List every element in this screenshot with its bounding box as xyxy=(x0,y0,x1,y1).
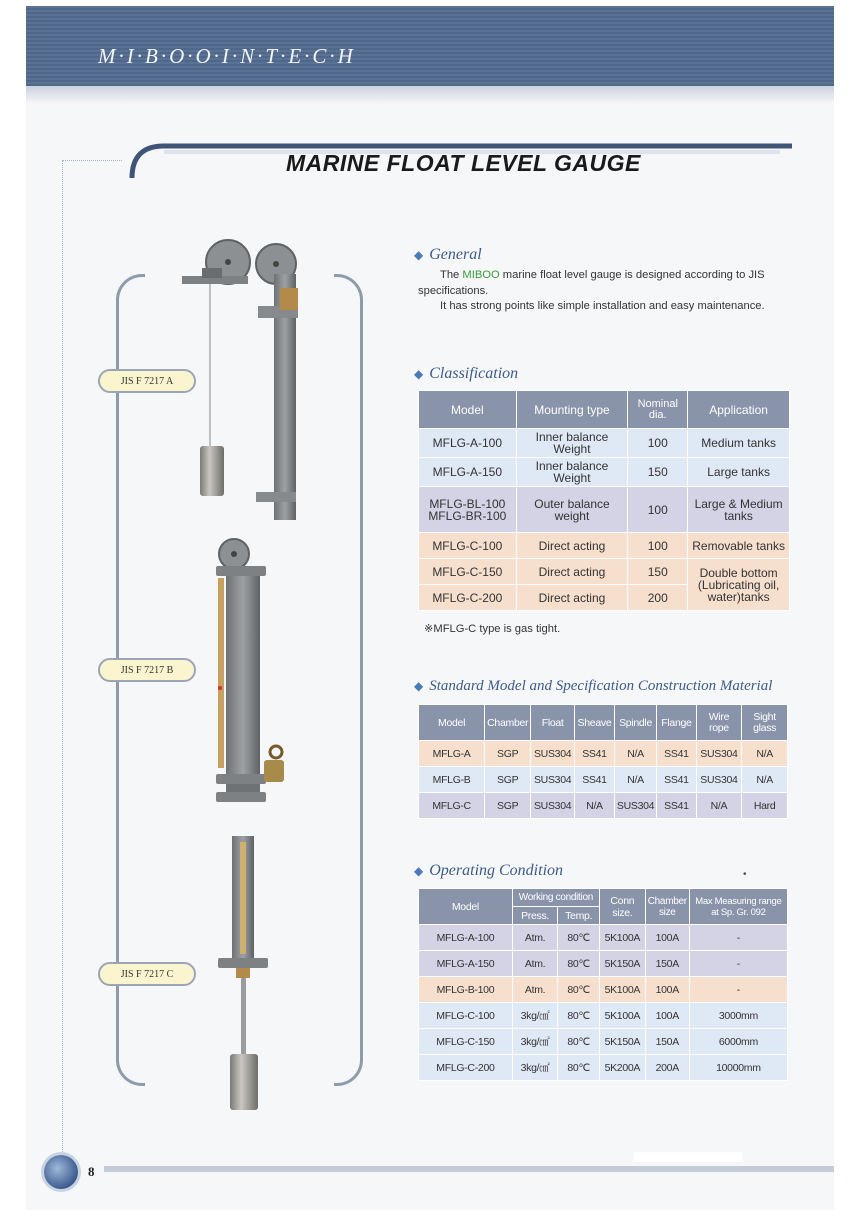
heading-text: Operating Condition xyxy=(429,862,564,879)
col-header: Temp. xyxy=(558,907,600,925)
cell: - xyxy=(689,951,787,977)
general-line-1 xyxy=(418,268,798,299)
col-header: Wire rope xyxy=(696,705,742,741)
cell: N/A xyxy=(742,767,788,793)
table-row xyxy=(419,741,788,767)
col-header: Float xyxy=(531,705,575,741)
cell: MFLG-A xyxy=(419,741,485,767)
col-header: Max Measuring range at Sp. Gr. 092 xyxy=(689,889,787,925)
cell-mounting: Inner balance Weight xyxy=(516,458,628,487)
gauge-label: JIS F 7217 C xyxy=(98,962,196,986)
table-row xyxy=(419,1055,788,1081)
cell: 80℃ xyxy=(558,951,600,977)
cell-model: MFLG-A-150 xyxy=(419,458,517,487)
table-row xyxy=(419,1029,788,1055)
globe-logo-icon xyxy=(44,1155,78,1189)
cell: 150A xyxy=(645,1029,689,1055)
heading-text: Classification xyxy=(429,365,519,382)
table-row xyxy=(419,925,788,951)
cell: N/A xyxy=(696,793,742,819)
cell-model: MFLG-C-200 xyxy=(419,585,517,611)
dotted-guide-line xyxy=(62,160,63,1160)
col-header: Sight glass xyxy=(742,705,788,741)
cell: MFLG-A-150 xyxy=(419,951,513,977)
cell: SS41 xyxy=(575,767,615,793)
col-header: Chamber size xyxy=(645,889,689,925)
cell: 10000mm xyxy=(689,1055,787,1081)
table-row xyxy=(419,951,788,977)
cell: 200A xyxy=(645,1055,689,1081)
cell-dia: 200 xyxy=(628,585,688,611)
diamond-bullet-icon: ◆ xyxy=(414,679,424,693)
right-bracket xyxy=(334,274,363,1086)
cell-mounting: Direct acting xyxy=(516,585,628,611)
cell: 150A xyxy=(645,951,689,977)
classification-table xyxy=(418,390,790,611)
gauge-label: JIS F 7217 A xyxy=(98,369,196,393)
table-row xyxy=(419,429,790,458)
col-header: Model xyxy=(419,391,517,429)
cell: 100A xyxy=(645,977,689,1003)
cell: SUS304 xyxy=(531,767,575,793)
cell: SS41 xyxy=(657,767,696,793)
col-header: Press. xyxy=(512,907,558,925)
cell-model: MFLG-BL-100 MFLG-BR-100 xyxy=(419,487,517,533)
cell-dia: 100 xyxy=(628,487,688,533)
table-row xyxy=(419,767,788,793)
cell-mounting: Direct acting xyxy=(516,559,628,585)
table-row xyxy=(419,977,788,1003)
cell: Hard xyxy=(742,793,788,819)
col-header: Nominal dia. xyxy=(628,391,688,429)
cell: MFLG-A-100 xyxy=(419,925,513,951)
cell: 5K100A xyxy=(599,1003,645,1029)
cell: 3kg/㎠ xyxy=(512,1029,558,1055)
cell: N/A xyxy=(742,741,788,767)
cell: SUS304 xyxy=(696,767,742,793)
cell-dia: 100 xyxy=(628,429,688,458)
cell: - xyxy=(689,977,787,1003)
brand-highlight: MIBOO xyxy=(462,269,500,281)
col-header: Spindle xyxy=(614,705,656,741)
table-row xyxy=(419,1003,788,1029)
text: The xyxy=(440,269,463,281)
cell: - xyxy=(689,925,787,951)
cell: MFLG-C-150 xyxy=(419,1029,513,1055)
cell: 80℃ xyxy=(558,1029,600,1055)
gauge-label: JIS F 7217 B xyxy=(98,658,196,682)
cell: 100A xyxy=(645,925,689,951)
col-header: Sheave xyxy=(575,705,615,741)
table-row xyxy=(419,793,788,819)
cell: SS41 xyxy=(657,793,696,819)
cell: 5K100A xyxy=(599,977,645,1003)
col-header: Chamber xyxy=(485,705,531,741)
cell-application: Large tanks xyxy=(688,458,790,487)
table-row xyxy=(419,458,790,487)
heading-text: General xyxy=(429,246,482,263)
cell: MFLG-B-100 xyxy=(419,977,513,1003)
stray-dot: • xyxy=(743,869,747,880)
brand-name: M·I·B·O·O·I·N·T·E·C·H xyxy=(98,44,356,68)
cell: N/A xyxy=(575,793,615,819)
page-title: MARINE FLOAT LEVEL GAUGE xyxy=(286,150,641,176)
cell-model: MFLG-C-150 xyxy=(419,559,517,585)
general-line-2: It has strong points like simple installation and easy maintenance. xyxy=(440,300,765,312)
cell: 100A xyxy=(645,1003,689,1029)
gauge-a-illustration xyxy=(180,234,320,524)
cell: N/A xyxy=(614,741,656,767)
cell: Atm. xyxy=(512,925,558,951)
section-heading-classification xyxy=(414,365,518,383)
cell: SS41 xyxy=(575,741,615,767)
cell-mounting: Direct acting xyxy=(516,533,628,559)
cell: SS41 xyxy=(657,741,696,767)
table-row xyxy=(419,559,790,585)
cell: 80℃ xyxy=(558,1055,600,1081)
cell: SUS304 xyxy=(531,741,575,767)
cell: MFLG-C-200 xyxy=(419,1055,513,1081)
cell-model: MFLG-A-100 xyxy=(419,429,517,458)
cell-application: Large & Medium tanks xyxy=(688,487,790,533)
dotted-guide-line xyxy=(62,160,122,161)
cell: 5K200A xyxy=(599,1055,645,1081)
cell: 5K150A xyxy=(599,1029,645,1055)
operating-table xyxy=(418,888,788,1081)
cell-model: MFLG-C-100 xyxy=(419,533,517,559)
cell: MFLG-C xyxy=(419,793,485,819)
footer-rule xyxy=(104,1166,834,1172)
cell: SUS304 xyxy=(614,793,656,819)
cell: Atm. xyxy=(512,951,558,977)
col-header: Working condition xyxy=(512,889,599,907)
cell: MFLG-B xyxy=(419,767,485,793)
col-header: Application xyxy=(688,391,790,429)
col-header: Mounting type xyxy=(516,391,628,429)
cell-mounting: Inner balance Weight xyxy=(516,429,628,458)
cell: 80℃ xyxy=(558,977,600,1003)
gauge-c-illustration xyxy=(214,834,274,1114)
cell: 3000mm xyxy=(689,1003,787,1029)
general-paragraph xyxy=(418,268,798,315)
cell: SGP xyxy=(485,793,531,819)
footer-white-strip xyxy=(634,1152,742,1162)
cell-application: Removable tanks xyxy=(688,533,790,559)
cell: 5K150A xyxy=(599,951,645,977)
col-header: Flange xyxy=(657,705,696,741)
col-header: Conn size. xyxy=(599,889,645,925)
page-number: 8 xyxy=(88,1164,95,1179)
header-shadow xyxy=(26,86,834,104)
diamond-bullet-icon: ◆ xyxy=(414,248,424,262)
cell-dia: 150 xyxy=(628,458,688,487)
gauge-b-illustration xyxy=(206,538,296,804)
cell: Atm. xyxy=(512,977,558,1003)
section-heading-operating xyxy=(414,862,563,880)
col-header: Model xyxy=(419,889,513,925)
cell: MFLG-C-100 xyxy=(419,1003,513,1029)
heading-text: Standard Model and Specification Construction Material xyxy=(429,678,773,694)
table-row xyxy=(419,487,790,533)
diamond-bullet-icon: ◆ xyxy=(414,367,424,381)
cell-dia: 100 xyxy=(628,533,688,559)
section-heading-standard xyxy=(414,678,772,695)
cell: SGP xyxy=(485,741,531,767)
cell: SUS304 xyxy=(531,793,575,819)
table-row xyxy=(419,533,790,559)
cell: 80℃ xyxy=(558,1003,600,1029)
cell-mounting: Outer balance weight xyxy=(516,487,628,533)
cell: 3kg/㎠ xyxy=(512,1003,558,1029)
text: marine float level gauge is designed according to JIS specifications. xyxy=(418,269,765,297)
cell: N/A xyxy=(614,767,656,793)
cell: 3kg/㎠ xyxy=(512,1055,558,1081)
section-heading-general xyxy=(414,246,482,264)
cell: SUS304 xyxy=(696,741,742,767)
cell: SGP xyxy=(485,767,531,793)
col-header: Model xyxy=(419,705,485,741)
diamond-bullet-icon: ◆ xyxy=(414,864,424,878)
cell: 80℃ xyxy=(558,925,600,951)
cell-application: Double bottom (Lubricating oil, water)tanks xyxy=(688,559,790,611)
cell: 5K100A xyxy=(599,925,645,951)
cell: 6000mm xyxy=(689,1029,787,1055)
cell-application: Medium tanks xyxy=(688,429,790,458)
standard-table xyxy=(418,704,788,819)
cell-dia: 150 xyxy=(628,559,688,585)
classification-note: ※MFLG-C type is gas tight. xyxy=(424,623,561,635)
